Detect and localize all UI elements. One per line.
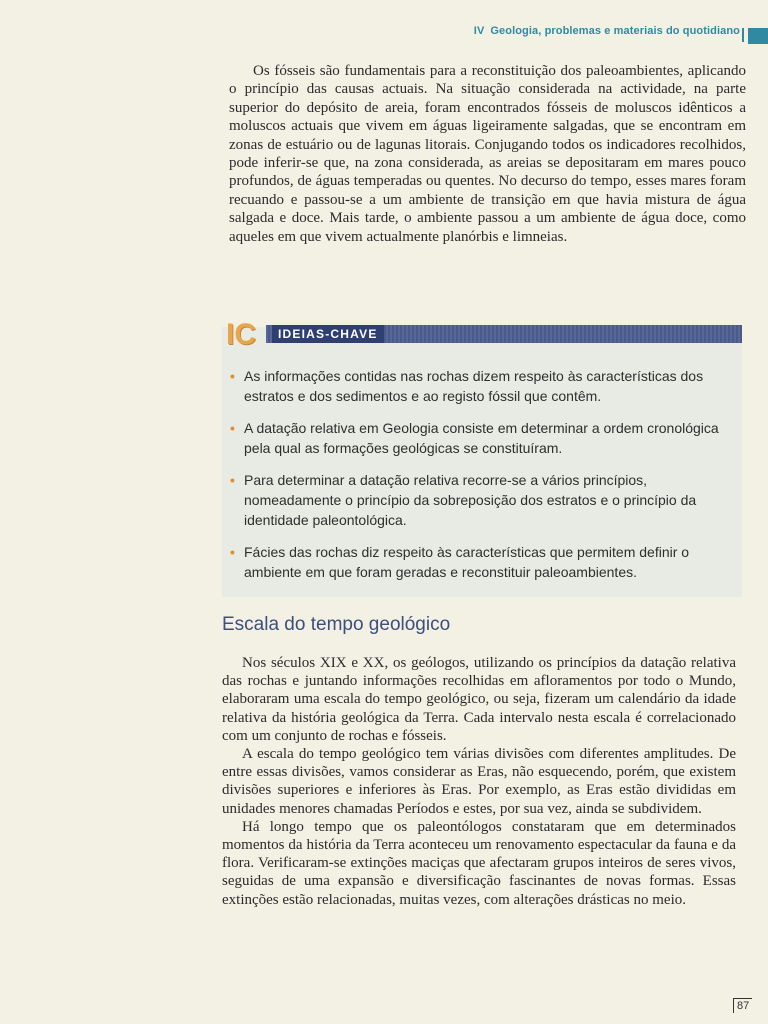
header-color-tab bbox=[748, 28, 768, 44]
bullet-icon: • bbox=[230, 544, 235, 560]
key-ideas-badge-text: IC bbox=[226, 318, 256, 351]
key-idea-text: A datação relativa em Geologia consiste em determinar a ordem cronológica pela qual as formações geológicas se constituíram. bbox=[244, 420, 719, 456]
chapter-title: Geologia, problemas e materiais do quotidiano bbox=[490, 25, 740, 37]
intro-paragraph: Os fósseis são fundamentais para a reconstituição dos paleoambientes, aplicando o princípio das causas actuais. Na situação considerada na actividade, na parte superior do depósito de areia, foram encontrados fósseis de moluscos idênticos a moluscos actuais que vivem em águas ligeiramente salgadas, que se encontram em zonas de estuário ou de lagunas litorais. Conjugando todos os indicadores recolhidos, pode inferir-se que, na zona considerada, as areias se depositaram em mares pouco profundos, de águas temperadas ou quentes. No decurso do tempo, esses mares foram recuando e passou-se a um ambiente de transição em que havia mistura de água salgada e doce. Mais tarde, o ambiente passou a um ambiente de água doce, como aqueles em que vivem actualmente planórbis e limneias. bbox=[229, 63, 746, 245]
body-paragraph: Nos séculos XIX e XX, os geólogos, utilizando os princípios da datação relativa das rochas e juntando informações recolhidas em afloramentos por todo o Mundo, elaboraram uma escala do tempo geológico, ou seja, fizeram um calendário da idade relativa da história geológica da Terra. Cada intervalo nesta escala é correlacionado com um conjunto de rochas e fósseis. bbox=[222, 655, 736, 744]
key-idea-item bbox=[230, 418, 735, 458]
key-idea-item bbox=[230, 542, 735, 582]
bullet-icon: • bbox=[230, 368, 235, 384]
key-ideas-header bbox=[224, 315, 744, 355]
key-idea-item bbox=[230, 366, 735, 406]
key-idea-item bbox=[230, 470, 735, 530]
key-idea-text: As informações contidas nas rochas dizem respeito às características dos estratos e dos sedimentos e ao registo fóssil que contêm. bbox=[244, 368, 704, 404]
page-number: 87 bbox=[733, 998, 752, 1013]
key-ideas-title: IDEIAS-CHAVE bbox=[272, 325, 384, 343]
section-body bbox=[222, 654, 736, 909]
body-paragraph: A escala do tempo geológico tem várias divisões com diferentes amplitudes. De entre essas divisões, vamos considerar as Eras, não esquecendo, porém, que existem divisões superiores e inferiores às Eras. Por exemplo, as Eras estão divididas em unidades menores chamadas Períodos e estes, por sua vez, ainda se subdividem. bbox=[222, 746, 736, 817]
section-heading: Escala do tempo geológico bbox=[222, 614, 451, 635]
bullet-icon: • bbox=[230, 420, 235, 436]
chapter-number: IV bbox=[473, 25, 485, 37]
key-ideas-badge-icon bbox=[226, 315, 264, 355]
key-idea-text: Para determinar a datação relativa recorre-se a vários princípios, nomeadamente o princípio da sobreposição dos estratos e o princípio da identidade paleontológica. bbox=[244, 472, 697, 528]
bullet-icon: • bbox=[230, 472, 235, 488]
header-divider bbox=[742, 28, 744, 42]
running-header bbox=[474, 25, 740, 37]
key-idea-text: Fácies das rochas diz respeito às características que permitem definir o ambiente em que foram geradas e reconstituir paleoambientes. bbox=[244, 544, 690, 580]
body-paragraph: Há longo tempo que os paleontólogos constataram que em determinados momentos da história da Terra aconteceu um renovamento espectacular da fauna e da flora. Verificaram-se extinções maciças que afectaram grupos inteiros de seres vivos, seguidas de uma expansão e diversificação fascinantes de novas formas. Essas extinções estão relacionadas, muitas vezes, com alterações drásticas no meio. bbox=[222, 818, 736, 908]
key-ideas-list bbox=[230, 366, 735, 594]
